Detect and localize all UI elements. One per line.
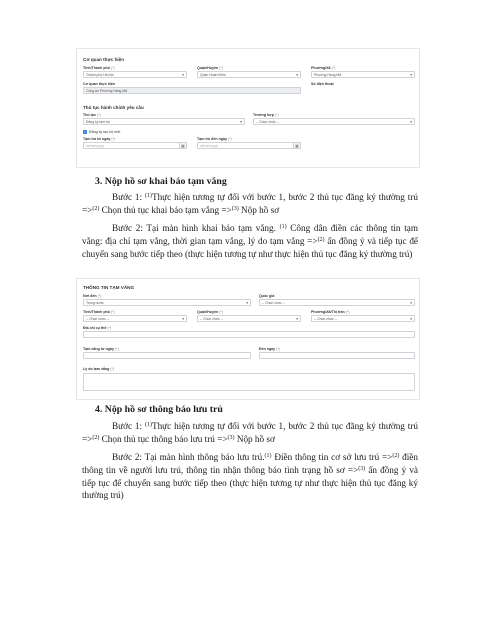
from-date-label: Tạm trú từ ngày (*) — [83, 137, 116, 141]
new-household-checkbox[interactable]: ✓ — [83, 130, 87, 134]
district-select[interactable]: -- Chọn chức -- ▾ — [197, 315, 301, 322]
new-household-label: Đăng ký tạo hộ mới — [89, 130, 121, 134]
chevron-down-icon: ▾ — [296, 317, 298, 321]
screenshot-absence-form — [76, 278, 420, 400]
district-select[interactable]: Quận Hoàn Kiếm ▾ — [197, 71, 301, 78]
section-3-step-1: Bước 1: $^{(1)}$Thực hiện tương tự đối với bước 1, bước 2 thủ tục đăng ký thường trú =>$^{(2)}$ Chọn thủ tục khai báo tạm vắng =>$^{(3)}$ Nộp hồ sơ — [82, 192, 418, 215]
section-title-absence: THÔNG TIN TẠM VẮNG — [83, 285, 135, 290]
from-date-input[interactable] — [83, 352, 251, 359]
procedure-label: Thủ tục (*) — [83, 113, 101, 117]
screenshot-procedure-form — [76, 48, 420, 168]
section-title-procedure: Thủ tục hành chính yêu cầu — [83, 105, 144, 110]
country-select[interactable]: -- Chọn chức -- ▾ — [259, 299, 415, 306]
city-select[interactable]: Thành phố Hà Nội ▾ — [83, 71, 187, 78]
ward-select[interactable]: -- Chọn chức -- ▾ — [311, 315, 415, 322]
procedure-select[interactable]: Đăng ký tạm trú ▾ — [83, 118, 245, 125]
reason-label: Lý do tạm vắng (*) — [83, 367, 115, 371]
calendar-icon[interactable]: ▦ — [293, 143, 300, 148]
district-label: Quận/Huyện (*) — [197, 66, 223, 70]
chevron-down-icon: ▾ — [182, 317, 184, 321]
country-label: Quốc gia — [259, 294, 275, 298]
destination-label: Nơi đến (*) — [83, 294, 102, 298]
chevron-down-icon: ▾ — [246, 301, 248, 305]
from-date-label: Tạm vắng từ ngày (*) — [83, 347, 119, 351]
address-input[interactable] — [83, 331, 415, 338]
until-date-input[interactable] — [259, 352, 415, 359]
district-label: Quận/Huyện (*) — [197, 310, 223, 314]
ward-select[interactable]: Phường Hàng Mã ▾ — [311, 71, 415, 78]
case-select[interactable]: -- Chọn chức -- ▾ — [253, 118, 415, 125]
chevron-down-icon: ▾ — [410, 301, 412, 305]
agency-field: Công An Phường Hàng Mã — [83, 87, 301, 94]
city-select[interactable]: -- Chọn chức -- ▾ — [83, 315, 187, 322]
section-title-agency: Cơ quan thực hiện — [83, 57, 125, 62]
section-4-step-1: Bước 1: $^{(1)}$Thực hiện tương tự đối với bước 1, bước 2 thủ tục đăng ký thường trú =>$^{(2)}$ Chọn thủ tục thông báo lưu trú =>$^{(3)}$ Nộp hồ sơ — [82, 421, 418, 444]
to-date-input[interactable]: dd/mm/yyyy ▦ — [197, 142, 301, 149]
ward-label: Phường/Xã/Thị trấn (*) — [311, 310, 350, 314]
ward-label: Phường/Xã (*) — [311, 66, 336, 70]
to-date-label: Tạm trú đến ngày (*) — [197, 137, 232, 141]
phone-label: Số điện thoại — [311, 82, 334, 86]
reason-textarea[interactable] — [83, 373, 415, 391]
from-date-input[interactable]: dd/mm/yyyy ▦ — [83, 142, 187, 149]
section-4-step-2: Bước 2: Tại màn hình thông báo lưu trú.$^{(1)}$ Điền thông tin cơ sở lưu trú =>$^{(2)}$ điền thông tin về người lưu trú, thông tin nhận thông báo tình trạng hồ sơ =>$^{(3)}$ ấn đồng ý và tiếp tục để chuyển sang bước tiếp theo (thực hiện tương tự như thực hiện thủ tục đăng ký thường trú) — [82, 452, 419, 501]
chevron-down-icon: ▾ — [182, 73, 184, 77]
chevron-down-icon: ▾ — [240, 120, 242, 124]
chevron-down-icon: ▾ — [410, 120, 412, 124]
city-label: Tỉnh/Thành phố (*) — [83, 310, 115, 314]
chevron-down-icon: ▾ — [410, 317, 412, 321]
section-4-heading: 4. Nộp hồ sơ thông báo lưu trú — [95, 404, 223, 415]
agency-label: Cơ quan thực hiện — [83, 82, 116, 86]
destination-select[interactable]: Trong nước ▾ — [83, 299, 251, 306]
section-3-step-2: Bước 2: Tại màn hình khai báo tạm vắng. $^{(1)}$ Công dân điền các thông tin tạm vắng: địa chỉ tạm vắng, thời gian tạm vắng, lý do tạm vắng =>$^{(2)}$ ấn đồng ý và tiếp tục để chuyển sang bước tiếp theo (thực hiện tương tự như thực hiện thủ tục đăng ký thường trú) — [82, 223, 418, 259]
calendar-icon[interactable]: ▦ — [179, 143, 186, 148]
chevron-down-icon: ▾ — [410, 73, 412, 77]
city-label: Tỉnh/Thành phố (*) — [83, 66, 115, 70]
chevron-down-icon: ▾ — [296, 73, 298, 77]
case-label: Trường hợp (*) — [253, 113, 279, 117]
until-date-label: Đến ngày (*) — [259, 347, 280, 351]
section-3-heading: 3. Nộp hồ sơ khai báo tạm vắng — [95, 176, 227, 187]
address-label: Địa chỉ cụ thể (*) — [83, 326, 112, 330]
